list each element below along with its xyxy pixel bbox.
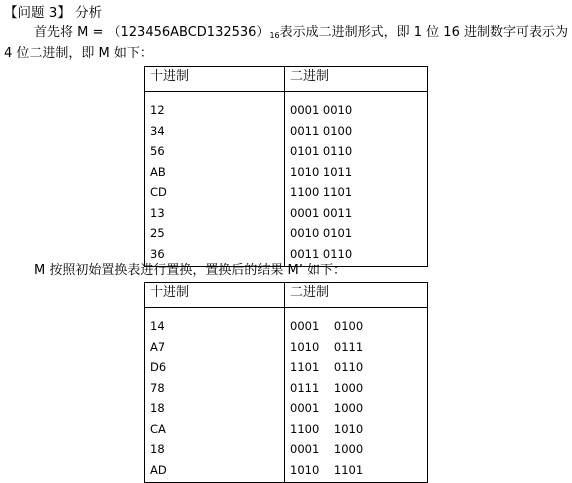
hex-cell: 34 [145, 121, 285, 142]
radix-subscript: 16 [269, 31, 280, 40]
binary-cell: 0011 0100 [285, 121, 428, 142]
binary-cell: 1100 1010 [285, 419, 428, 440]
binary-cell: 0011 0110 [285, 244, 428, 267]
binary-cell: 0001 0010 [285, 92, 428, 121]
m-prime-conversion-table [144, 282, 428, 483]
header-hex: 十进制 [145, 283, 285, 308]
table-row [145, 398, 428, 419]
table-header-row [145, 283, 428, 308]
hex-cell: 56 [145, 141, 285, 162]
binary-cell: 1010 1011 [285, 162, 428, 183]
table-row [145, 182, 428, 203]
binary-cell: 0001 1000 [285, 398, 428, 419]
hex-cell: AD [145, 460, 285, 483]
hex-cell: 18 [145, 398, 285, 419]
table-row [145, 308, 428, 337]
table-row [145, 223, 428, 244]
binary-cell: 1101 0110 [285, 357, 428, 378]
table-row [145, 162, 428, 183]
binary-cell: 0010 0101 [285, 223, 428, 244]
paragraph-intro [34, 24, 568, 45]
table-row [145, 92, 428, 121]
hex-cell: A7 [145, 337, 285, 358]
binary-cell: 0001 0100 [285, 308, 428, 337]
hex-cell: 13 [145, 203, 285, 224]
table-row [145, 419, 428, 440]
hex-cell: D6 [145, 357, 285, 378]
table-row [145, 357, 428, 378]
m-conversion-table [144, 66, 428, 267]
hex-cell: AB [145, 162, 285, 183]
binary-cell: 0101 0110 [285, 141, 428, 162]
paragraph-intro-continued: 4 位二进制，即 M 如下： [4, 46, 153, 61]
binary-cell: 0001 0011 [285, 203, 428, 224]
header-binary: 二进制 [285, 67, 428, 92]
section-heading: 【问题 3】 分析 [4, 5, 103, 21]
binary-cell: 0001 1000 [285, 439, 428, 460]
header-hex: 十进制 [145, 67, 285, 92]
binary-cell: 0111 1000 [285, 378, 428, 399]
hex-cell: 78 [145, 378, 285, 399]
binary-cell: 1010 0111 [285, 337, 428, 358]
binary-cell: 1100 1101 [285, 182, 428, 203]
hex-cell: 25 [145, 223, 285, 244]
table-row [145, 460, 428, 483]
hex-cell: CD [145, 182, 285, 203]
hex-cell: CA [145, 419, 285, 440]
table-row [145, 121, 428, 142]
paragraph-permutation: M 按照初始置换表进行置换，置换后的结果 M’ 如下： [34, 263, 346, 278]
binary-cell: 1010 1101 [285, 460, 428, 483]
hex-cell: 14 [145, 308, 285, 337]
table-row [145, 439, 428, 460]
hex-cell: 18 [145, 439, 285, 460]
table-row [145, 378, 428, 399]
hex-cell: 36 [145, 244, 285, 267]
table-row [145, 203, 428, 224]
table-row [145, 337, 428, 358]
intro-text-suffix: 表示成二进制形式，即 1 位 16 进制数字可表示为 [279, 25, 568, 40]
table-header-row [145, 67, 428, 92]
intro-text-prefix: 首先将 M = （123456ABCD132536） [34, 25, 270, 40]
hex-cell: 12 [145, 92, 285, 121]
header-binary: 二进制 [285, 283, 428, 308]
table-row [145, 141, 428, 162]
